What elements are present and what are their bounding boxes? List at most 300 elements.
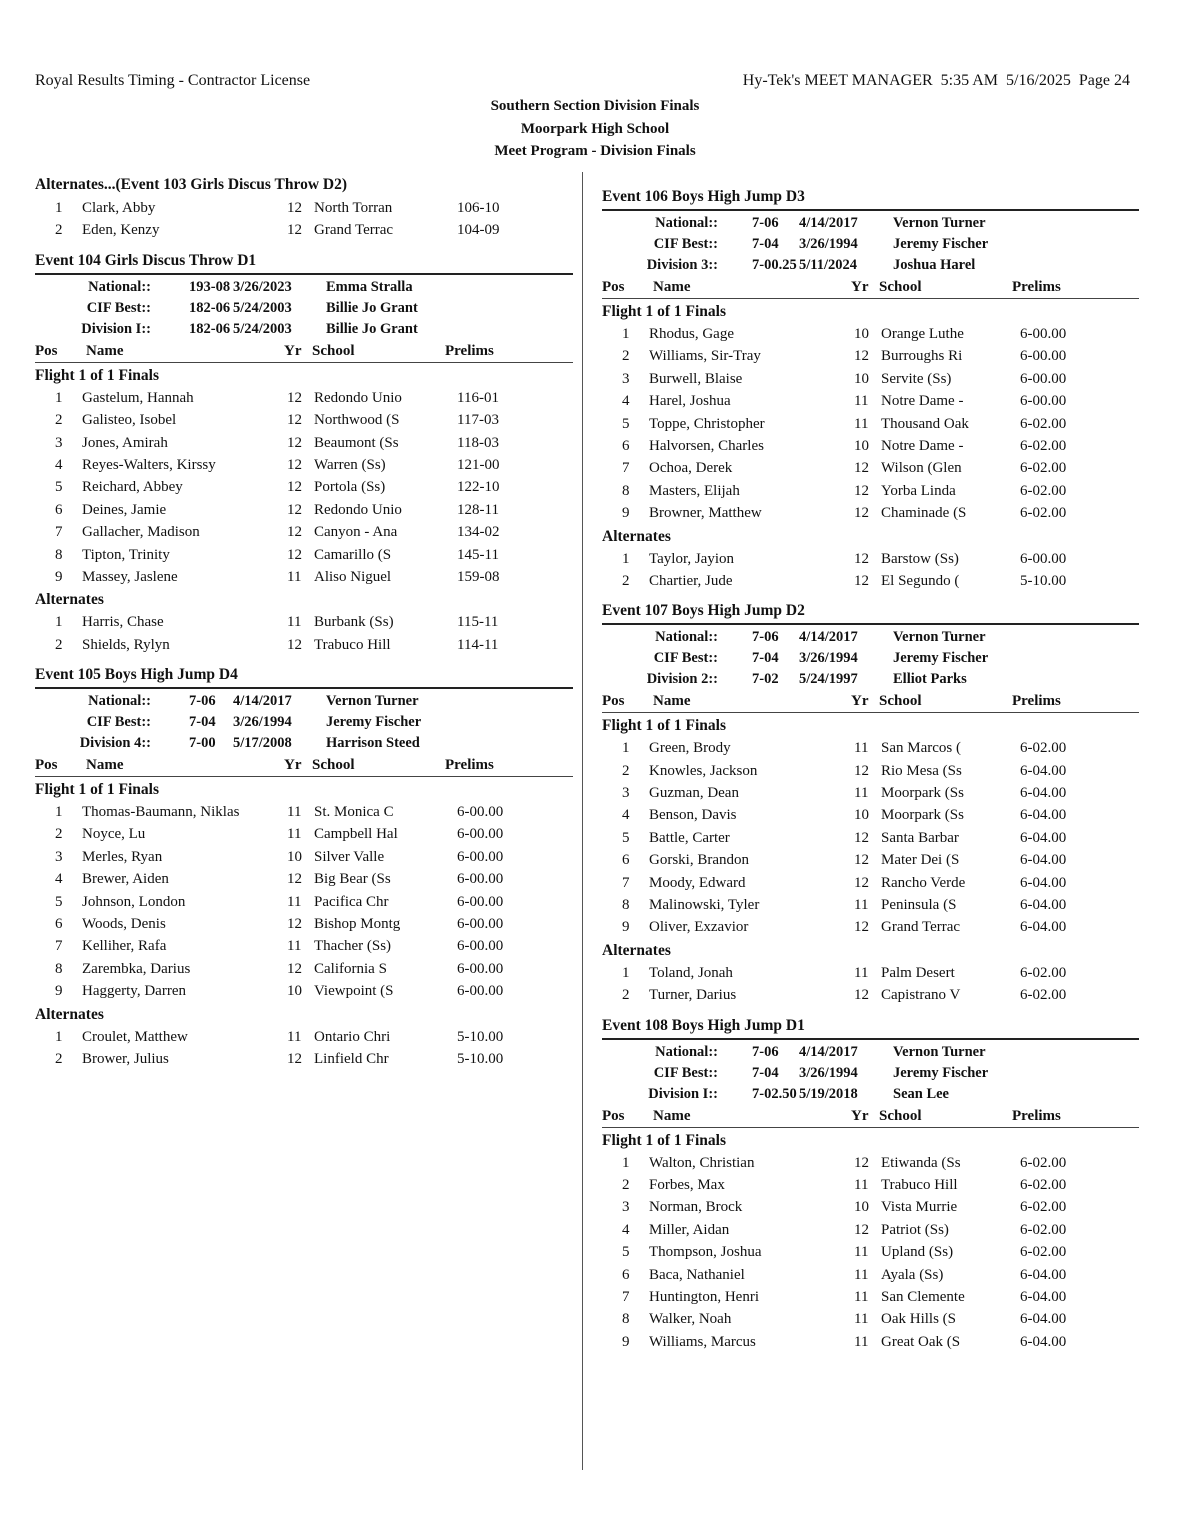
school-header: School (312, 757, 355, 774)
yr-header: Yr (284, 342, 302, 359)
result-row (35, 913, 573, 935)
school: Moorpark (Ss (881, 785, 964, 802)
record-holder: Vernon Turner (893, 629, 986, 646)
record-holder: Vernon Turner (326, 693, 419, 710)
prelim-mark: 121-00 (457, 456, 500, 473)
grade: 10 (854, 437, 869, 454)
record-line (602, 213, 1139, 234)
record-line (602, 669, 1139, 690)
program-title: Meet Program - Division Finals (494, 143, 696, 159)
event-rule (602, 209, 1139, 211)
athlete-name: Norman, Brock (649, 1199, 743, 1216)
record-holder: Joshua Harel (893, 257, 976, 273)
place: 5 (622, 415, 630, 432)
record-holder: Elliot Parks (893, 671, 967, 688)
result-row (35, 521, 573, 543)
grade: 12 (287, 222, 302, 239)
school: Oak Hills (S (881, 1311, 956, 1328)
school: Burroughs Ri (881, 348, 963, 365)
grade: 11 (854, 897, 869, 914)
athlete-name: Gallacher, Madison (82, 524, 200, 541)
grade: 12 (854, 348, 869, 365)
athlete-name: Noyce, Lu (82, 826, 146, 843)
event-title: Event 108 Boys High Jump D1 (602, 1016, 805, 1034)
athlete-name: Merles, Ryan (82, 848, 163, 865)
result-row (602, 457, 1139, 479)
place: 2 (55, 1050, 63, 1067)
record-label: Division I:: (81, 320, 151, 337)
school: Notre Dame - (881, 437, 964, 454)
school: Great Oak (S (881, 1333, 961, 1350)
athlete-name: Toppe, Christopher (649, 415, 765, 432)
place: 2 (622, 348, 630, 365)
place: 1 (622, 1154, 630, 1171)
record-mark: 7-02.50 (752, 1085, 797, 1102)
event-rule (35, 687, 573, 689)
school: Rancho Verde (881, 874, 966, 891)
athlete-name: Brower, Julius (82, 1050, 169, 1067)
grade: 12 (287, 434, 302, 451)
place: 8 (55, 546, 63, 563)
grade: 12 (854, 505, 869, 522)
grade: 12 (287, 456, 302, 473)
result-row (602, 1308, 1139, 1330)
record-mark: 7-06 (752, 1043, 779, 1060)
school-header: School (879, 279, 922, 295)
prelim-mark: 5-10.00 (1020, 572, 1067, 589)
result-row (35, 476, 573, 498)
pos-header: Pos (35, 757, 58, 774)
record-line (35, 691, 573, 712)
place: 5 (622, 1244, 630, 1261)
grade: 12 (854, 987, 869, 1004)
yr-header: Yr (851, 1107, 869, 1124)
athlete-name: Walton, Christian (649, 1154, 755, 1171)
alternates-heading: Alternates (602, 941, 671, 959)
school: Capistrano V (881, 987, 961, 1004)
record-line (35, 319, 573, 340)
result-row (602, 1196, 1139, 1218)
place: 5 (55, 479, 63, 496)
flight-heading: Flight 1 of 1 Finals (602, 303, 727, 320)
athlete-name: Reichard, Abbey (82, 479, 183, 496)
grade: 12 (287, 636, 302, 653)
school: Trabuco Hill (314, 636, 391, 653)
place: 8 (622, 482, 630, 499)
place: 5 (55, 893, 63, 910)
grade: 12 (287, 1050, 302, 1067)
school: Camarillo (S (314, 546, 392, 563)
result-row (35, 499, 573, 521)
right-column (602, 185, 1139, 1353)
prelim-mark: 6-04.00 (1020, 1311, 1067, 1328)
result-row (602, 804, 1139, 826)
place: 9 (622, 505, 630, 522)
athlete-name: Jones, Amirah (82, 434, 168, 451)
prelim-mark: 5-10.00 (457, 1050, 504, 1067)
athlete-name: Green, Brody (649, 740, 731, 757)
school: Vista Murrie (881, 1199, 958, 1216)
grade: 12 (854, 762, 869, 779)
place: 4 (622, 807, 630, 824)
place: 1 (622, 740, 630, 757)
place: 4 (55, 871, 63, 888)
record-line (602, 255, 1139, 276)
yr-header: Yr (851, 279, 869, 295)
record-date: 5/24/2003 (233, 299, 292, 316)
record-label: CIF Best:: (653, 650, 718, 667)
school: Warren (Ss) (314, 456, 386, 473)
record-mark: 7-00.25 (752, 257, 797, 273)
result-row (35, 823, 573, 845)
prelim-mark: 6-02.00 (1020, 460, 1067, 477)
result-row (602, 872, 1139, 894)
grade: 11 (854, 1266, 869, 1283)
grade: 11 (854, 1333, 869, 1350)
place: 6 (55, 916, 63, 933)
school: Burbank (Ss) (314, 614, 394, 631)
prelims-header: Prelims (445, 342, 494, 359)
grade: 11 (287, 938, 302, 955)
grade: 12 (287, 960, 302, 977)
school: Aliso Niguel (314, 568, 392, 585)
grade: 12 (854, 919, 869, 936)
result-row (35, 566, 573, 588)
place: 2 (622, 572, 630, 589)
athlete-name: Gorski, Brandon (649, 852, 749, 869)
school: Pacifica Chr (314, 893, 389, 910)
grade: 12 (854, 852, 869, 869)
record-label: National:: (655, 215, 718, 231)
prelim-mark: 106-10 (457, 200, 500, 216)
grade: 11 (287, 568, 302, 585)
place: 8 (622, 1311, 630, 1328)
record-line (602, 1084, 1139, 1105)
record-holder: Billie Jo Grant (326, 320, 418, 337)
alternates-heading: Alternates (35, 591, 104, 609)
record-date: 5/17/2008 (233, 735, 292, 752)
column-headers (602, 1105, 1139, 1128)
result-row (602, 323, 1139, 345)
record-line (602, 1042, 1139, 1063)
school: Notre Dame - (881, 393, 964, 410)
grade: 12 (287, 479, 302, 496)
column-divider (582, 172, 583, 1470)
grade: 10 (854, 326, 869, 342)
result-row (602, 760, 1139, 782)
prelim-mark: 6-00.00 (1020, 393, 1067, 410)
school: California S (314, 960, 387, 977)
school: Thousand Oak (881, 415, 969, 432)
prelim-mark: 6-04.00 (1020, 919, 1067, 936)
result-row (602, 737, 1139, 759)
result-row (602, 480, 1139, 502)
name-header: Name (86, 342, 124, 359)
column-headers (35, 754, 573, 777)
record-mark: 7-04 (189, 714, 216, 731)
prelim-mark: 6-00.00 (1020, 550, 1067, 567)
place: 1 (622, 550, 630, 567)
place: 9 (55, 568, 63, 585)
record-date: 3/26/1994 (799, 650, 858, 667)
result-row (602, 1219, 1139, 1241)
athlete-name: Harel, Joshua (649, 393, 731, 410)
athlete-name: Eden, Kenzy (82, 222, 160, 239)
place: 1 (55, 614, 63, 631)
result-row (35, 544, 573, 566)
grade: 10 (854, 370, 869, 387)
athlete-name: Miller, Aidan (649, 1221, 730, 1238)
school: Etiwanda (Ss (881, 1154, 961, 1171)
athlete-name: Benson, Davis (649, 807, 737, 824)
athlete-name: Burwell, Blaise (649, 370, 743, 387)
result-row (35, 958, 573, 980)
record-mark: 7-04 (752, 236, 779, 252)
place: 7 (55, 938, 63, 955)
record-date: 5/24/2003 (233, 320, 292, 337)
athlete-name: Oliver, Exzavior (649, 919, 749, 936)
record-date: 5/19/2018 (799, 1085, 858, 1102)
school: Patriot (Ss) (881, 1221, 949, 1238)
result-row (602, 548, 1139, 570)
pos-header: Pos (602, 1107, 625, 1124)
record-mark: 7-04 (752, 650, 779, 667)
school: North Torran (314, 200, 393, 216)
record-mark: 7-04 (752, 1064, 779, 1081)
result-row (602, 962, 1139, 984)
result-row (35, 980, 573, 1002)
result-row (602, 368, 1139, 390)
record-label: Division 2:: (646, 671, 718, 688)
school: Grand Terrac (314, 222, 394, 239)
prelim-mark: 6-00.00 (1020, 370, 1067, 387)
grade: 12 (854, 482, 869, 499)
prelim-mark: 6-00.00 (457, 938, 504, 955)
result-row (602, 1152, 1139, 1174)
grade: 11 (854, 740, 869, 757)
record-label: National:: (655, 1043, 718, 1060)
result-row (35, 454, 573, 476)
prelims-header: Prelims (1012, 1107, 1061, 1124)
prelim-mark: 6-02.00 (1020, 1199, 1067, 1216)
name-header: Name (653, 279, 691, 295)
place: 7 (622, 1288, 630, 1305)
school: Trabuco Hill (881, 1176, 958, 1193)
athlete-name: Croulet, Matthew (82, 1028, 188, 1045)
record-date: 5/24/1997 (799, 671, 858, 688)
school: Upland (Ss) (881, 1244, 954, 1261)
school: Redondo Unio (314, 389, 402, 406)
place: 1 (55, 389, 63, 406)
school-header: School (879, 693, 922, 710)
result-row (35, 409, 573, 431)
school: Beaumont (Ss (314, 434, 399, 451)
place: 4 (622, 1221, 630, 1238)
record-holder: Sean Lee (893, 1085, 949, 1102)
school: Linfield Chr (314, 1050, 389, 1067)
school: Portola (Ss) (314, 479, 386, 496)
place: 3 (622, 785, 630, 802)
prelim-mark: 6-04.00 (1020, 1288, 1067, 1305)
result-row (35, 634, 573, 656)
result-row (602, 502, 1139, 524)
grade: 11 (287, 1028, 302, 1045)
record-line (602, 234, 1139, 255)
event-rule (35, 273, 573, 275)
school: Yorba Linda (881, 482, 956, 499)
school: Redondo Unio (314, 501, 402, 518)
result-row (602, 435, 1139, 457)
record-date: 4/14/2017 (233, 693, 292, 710)
prelim-mark: 6-04.00 (1020, 1266, 1067, 1283)
place: 6 (622, 1266, 630, 1283)
result-row (35, 1048, 573, 1070)
result-row (602, 1174, 1139, 1196)
athlete-name: Johnson, London (82, 893, 186, 910)
result-row (35, 611, 573, 633)
school: Moorpark (Ss (881, 807, 964, 824)
school: Viewpoint (S (314, 983, 394, 1000)
yr-header: Yr (284, 757, 302, 774)
event-rule (602, 1038, 1139, 1040)
record-holder: Jeremy Fischer (893, 236, 989, 252)
prelim-mark: 6-02.00 (1020, 1244, 1067, 1261)
flight-heading: Flight 1 of 1 Finals (602, 1131, 727, 1149)
athlete-name: Haggerty, Darren (82, 983, 186, 1000)
prelim-mark: 128-11 (457, 501, 499, 518)
prelim-mark: 6-00.00 (457, 848, 504, 865)
place: 3 (55, 434, 63, 451)
record-date: 3/26/1994 (233, 714, 292, 731)
result-row (602, 570, 1139, 592)
school: Peninsula (S (881, 897, 957, 914)
record-label: National:: (655, 629, 718, 646)
school: St. Monica C (314, 804, 394, 821)
grade: 11 (854, 1176, 869, 1193)
prelim-mark: 6-02.00 (1020, 1176, 1067, 1193)
athlete-name: Knowles, Jackson (649, 762, 758, 779)
athlete-name: Williams, Marcus (649, 1333, 756, 1350)
flight-heading: Flight 1 of 1 Finals (35, 366, 160, 384)
school: Bishop Montg (314, 916, 401, 933)
school: San Marcos ( (881, 740, 961, 757)
place: 3 (622, 1199, 630, 1216)
record-mark: 193-08 (189, 278, 231, 295)
prelim-mark: 6-02.00 (1020, 437, 1067, 454)
school: Palm Desert (881, 964, 955, 981)
grade: 12 (287, 412, 302, 429)
grade: 12 (854, 572, 869, 589)
grade: 10 (287, 983, 302, 1000)
athlete-name: Williams, Sir-Tray (649, 348, 761, 365)
prelim-mark: 6-00.00 (457, 960, 504, 977)
athlete-name: Guzman, Dean (649, 785, 739, 802)
record-mark: 7-02 (752, 671, 779, 688)
grade: 12 (287, 871, 302, 888)
yr-header: Yr (851, 693, 869, 710)
school: Campbell Hal (314, 826, 398, 843)
prelim-mark: 6-02.00 (1020, 740, 1067, 757)
athlete-name: Ochoa, Derek (649, 460, 733, 477)
place: 2 (622, 762, 630, 779)
prelim-mark: 117-03 (457, 412, 499, 429)
result-row (602, 1331, 1139, 1353)
place: 7 (622, 460, 630, 477)
result-row (602, 894, 1139, 916)
place: 6 (622, 852, 630, 869)
athlete-name: Kelliher, Rafa (82, 938, 167, 955)
school: Wilson (Glen (881, 460, 962, 477)
school: Chaminade (S (881, 505, 967, 522)
result-row (35, 432, 573, 454)
prelim-mark: 134-02 (457, 524, 500, 541)
grade: 11 (287, 893, 302, 910)
prelim-mark: 6-00.00 (1020, 326, 1067, 342)
school: Thacher (Ss) (314, 938, 392, 955)
record-mark: 7-06 (752, 215, 779, 231)
result-row (602, 413, 1139, 435)
prelim-mark: 6-02.00 (1020, 505, 1067, 522)
school: Ayala (Ss) (881, 1266, 944, 1283)
place: 2 (55, 412, 63, 429)
prelim-mark: 5-10.00 (457, 1028, 504, 1045)
record-line (35, 712, 573, 733)
license-text: Royal Results Timing - Contractor License (35, 72, 311, 89)
prelim-mark: 6-04.00 (1020, 852, 1067, 869)
school: San Clemente (881, 1288, 965, 1305)
prelim-mark: 115-11 (457, 614, 499, 631)
prelim-mark: 6-04.00 (1020, 829, 1067, 846)
record-holder: Jeremy Fischer (893, 1064, 989, 1081)
pos-header: Pos (602, 279, 625, 295)
grade: 11 (854, 785, 869, 802)
school: Orange Luthe (881, 326, 964, 342)
place: 2 (55, 222, 63, 239)
place: 1 (622, 964, 630, 981)
athlete-name: Halvorsen, Charles (649, 437, 764, 454)
record-label: Division 4:: (79, 735, 151, 752)
school: Big Bear (Ss (314, 871, 391, 888)
column-headers (35, 340, 573, 363)
result-row (602, 1286, 1139, 1308)
prelim-mark: 6-04.00 (1020, 807, 1067, 824)
record-mark: 7-00 (189, 735, 216, 752)
athlete-name: Moody, Edward (649, 874, 746, 891)
athlete-name: Baca, Nathaniel (649, 1266, 745, 1283)
school: Santa Barbar (881, 829, 959, 846)
athlete-name: Rhodus, Gage (649, 326, 734, 342)
prelim-mark: 6-02.00 (1020, 964, 1067, 981)
event-title: Event 105 Boys High Jump D4 (35, 666, 238, 684)
prelim-mark: 6-02.00 (1020, 987, 1067, 1004)
place: 6 (55, 501, 63, 518)
grade: 12 (854, 874, 869, 891)
record-holder: Billie Jo Grant (326, 299, 418, 316)
record-label: CIF Best:: (86, 714, 151, 731)
grade: 11 (854, 415, 869, 432)
place: 2 (55, 826, 63, 843)
place: 2 (622, 987, 630, 1004)
result-row (602, 916, 1139, 938)
place: 3 (622, 370, 630, 387)
meet-manager-stamp: Hy-Tek's MEET MANAGER 5:35 AM 5/16/2025 Page 24 (742, 72, 1130, 89)
grade: 12 (854, 550, 869, 567)
record-label: CIF Best:: (86, 299, 151, 316)
school: Grand Terrac (881, 919, 961, 936)
school-header: School (312, 342, 355, 359)
record-line (602, 648, 1139, 669)
place: 2 (622, 1176, 630, 1193)
